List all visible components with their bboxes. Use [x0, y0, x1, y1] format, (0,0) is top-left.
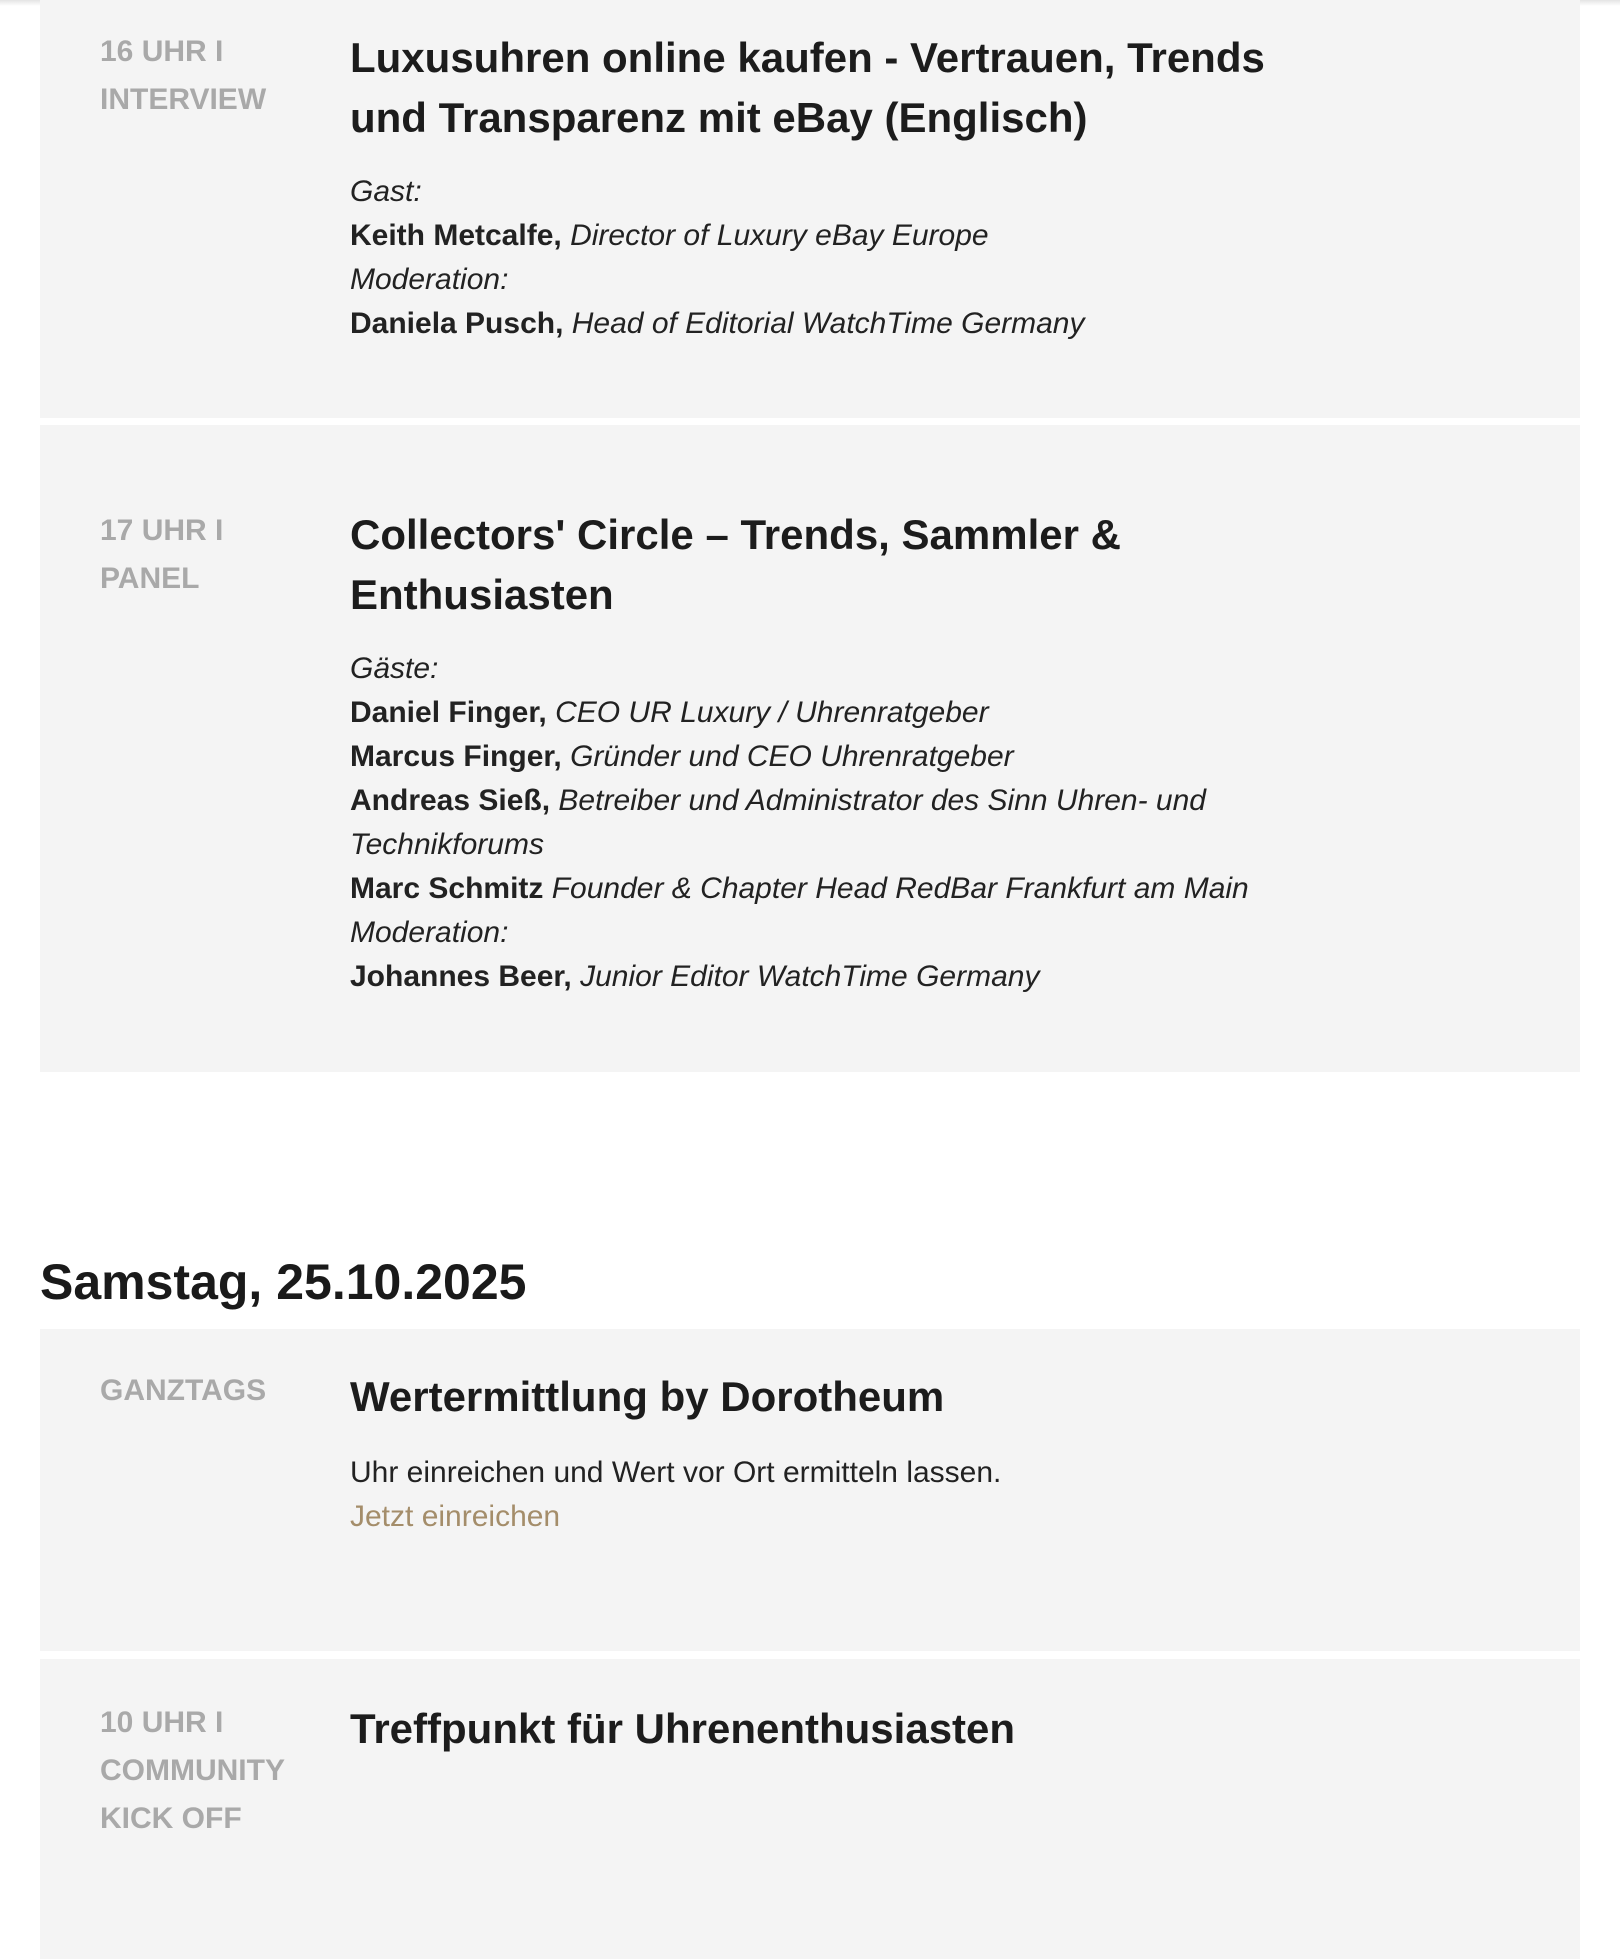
- moderation-label: Moderation:: [350, 916, 509, 949]
- session-content: [350, 1367, 1350, 1539]
- session-time: GANZTAGS: [100, 1374, 267, 1407]
- guest-entry: [350, 214, 1350, 258]
- guest-role: Betreiber und Administrator des Sinn Uhren- und: [558, 784, 1206, 817]
- session-meta: [100, 1367, 340, 1415]
- guest-role-continued: Technikforums: [350, 828, 544, 861]
- session-content: [350, 28, 1350, 346]
- guest-role: Director of Luxury eBay Europe: [570, 219, 989, 252]
- moderator-role: Junior Editor WatchTime Germany: [580, 960, 1040, 993]
- session-card-panel: [40, 425, 1580, 1072]
- session-type: INTERVIEW: [100, 83, 267, 116]
- session-people: [350, 647, 1350, 999]
- session-type: PANEL: [100, 562, 200, 595]
- session-title: Wertermittlung by Dorotheum: [350, 1373, 945, 1420]
- guest-name: Andreas Sieß,: [350, 784, 551, 817]
- guest-entry: [350, 779, 1350, 867]
- guest-entry: [350, 867, 1350, 911]
- session-title-line-2: Enthusiasten: [350, 571, 614, 618]
- moderator-name: Daniela Pusch,: [350, 307, 564, 340]
- session-card-community: [40, 1659, 1580, 1959]
- guest-role: CEO UR Luxury / Uhrenratgeber: [555, 696, 989, 729]
- session-meta: [100, 507, 340, 603]
- guest-role: Founder & Chapter Head RedBar Frankfurt am Main: [551, 872, 1249, 905]
- guest-name: Marcus Finger,: [350, 740, 562, 773]
- session-type: COMMUNITY: [100, 1754, 285, 1787]
- guest-name: Keith Metcalfe,: [350, 219, 562, 252]
- session-content: [350, 1699, 1350, 1759]
- day-heading: Samstag, 25.10.2025: [40, 1254, 527, 1310]
- session-card-valuation: [40, 1329, 1580, 1651]
- session-type-continued: KICK OFF: [100, 1802, 242, 1835]
- session-title-line-2: und Transparenz mit eBay (Englisch): [350, 94, 1088, 141]
- session-time: 10 UHR I: [100, 1706, 224, 1739]
- moderator-entry: [350, 302, 1350, 346]
- moderator-role: Head of Editorial WatchTime Germany: [571, 307, 1085, 340]
- guest-name: Marc Schmitz: [350, 872, 544, 905]
- session-card-interview: [40, 0, 1580, 418]
- session-title-line-1: Collectors' Circle – Trends, Sammler &: [350, 511, 1121, 558]
- session-meta: [100, 1699, 340, 1843]
- session-meta: [100, 28, 340, 124]
- session-time: 16 UHR I: [100, 35, 224, 68]
- session-time: 17 UHR I: [100, 514, 224, 547]
- session-description: Uhr einreichen und Wert vor Ort ermitteln lassen.: [350, 1456, 1002, 1489]
- guests-label: Gast:: [350, 175, 422, 208]
- guest-entry: [350, 691, 1350, 735]
- session-title: Treffpunkt für Uhrenenthusiasten: [350, 1705, 1016, 1752]
- session-content: [350, 505, 1350, 999]
- guest-entry: [350, 735, 1350, 779]
- guest-name: Daniel Finger,: [350, 696, 547, 729]
- moderator-name: Johannes Beer,: [350, 960, 572, 993]
- session-title-line-1: Luxusuhren online kaufen - Vertrauen, Trends: [350, 34, 1265, 81]
- guests-label: Gäste:: [350, 652, 439, 685]
- session-people: [350, 170, 1350, 346]
- moderation-label: Moderation:: [350, 263, 509, 296]
- submit-watch-link[interactable]: Jetzt einreichen: [350, 1500, 561, 1533]
- guest-role: Gründer und CEO Uhrenratgeber: [570, 740, 1014, 773]
- session-title: [350, 28, 1350, 148]
- session-title: [350, 505, 1350, 625]
- moderator-entry: [350, 955, 1350, 999]
